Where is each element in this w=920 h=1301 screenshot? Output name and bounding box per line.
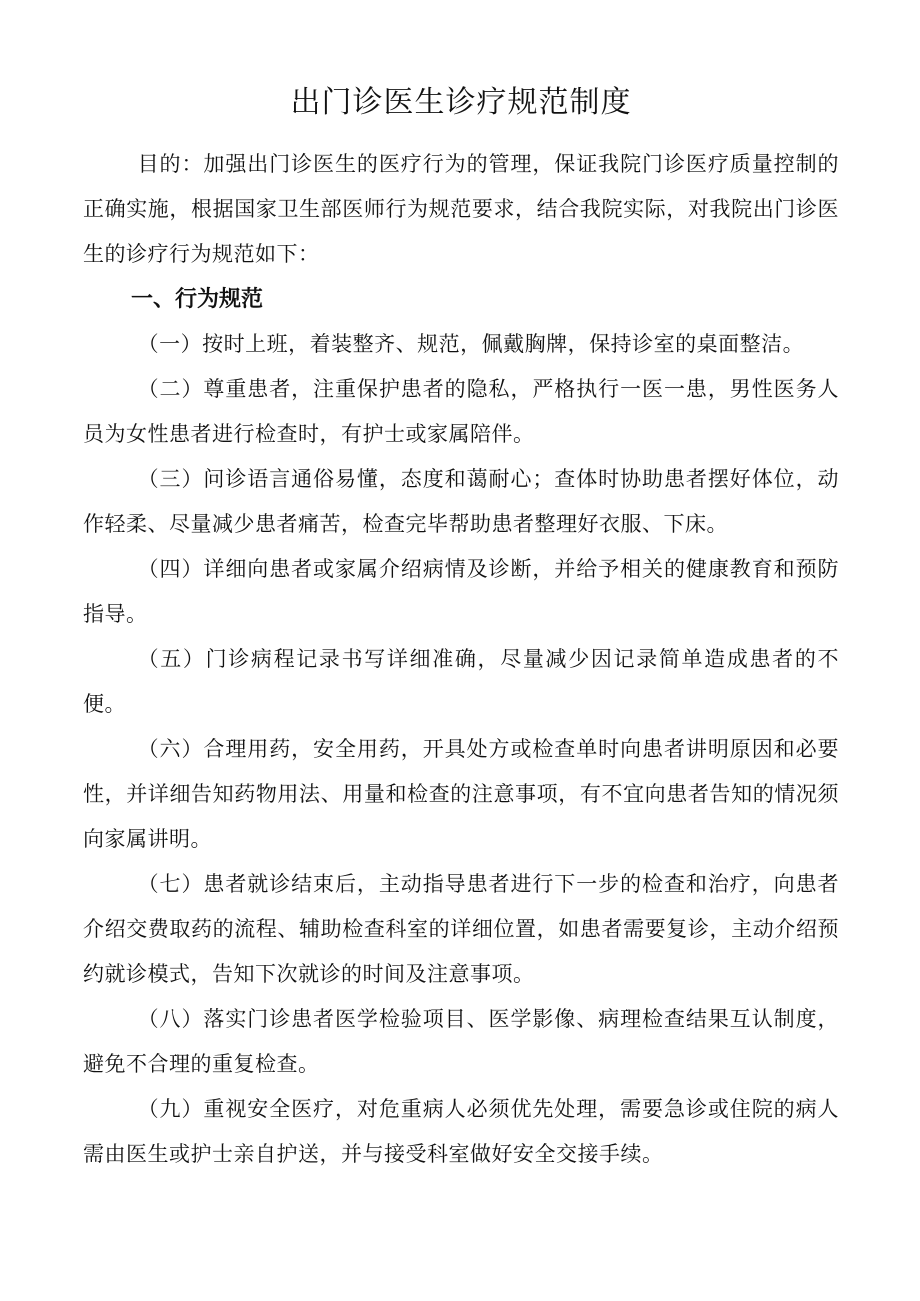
rule-item-9: （九）重视安全医疗，对危重病人必须优先处理，需要急诊或住院的病人需由医生或护士亲自护送，并与接受科室做好安全交接手续。 <box>83 1097 839 1166</box>
rule-item-3: （三）问诊语言通俗易懂，态度和蔼耐心；查体时协助患者摆好体位，动作轻柔、尽量减少患者痛苦，检查完毕帮助患者整理好衣服、下床。 <box>83 467 839 536</box>
rule-item-7: （七）患者就诊结束后，主动指导患者进行下一步的检查和治疗，向患者介绍交费取药的流程、辅助检查科室的详细位置，如患者需要复诊，主动介绍预约就诊模式，告知下次就诊的时间及注意事项。 <box>83 872 839 986</box>
section-heading-conduct: 一、行为规范 <box>131 287 264 312</box>
rule-item-2: （二）尊重患者，注重保护患者的隐私，严格执行一医一患，男性医务人员为女性患者进行检查时，有护士或家属陪伴。 <box>83 377 839 446</box>
document-title: 出门诊医生诊疗规范制度 <box>290 85 632 120</box>
rule-item-1: （一）按时上班，着装整齐、规范，佩戴胸牌，保持诊室的桌面整洁。 <box>137 332 805 356</box>
rule-item-8: （八）落实门诊患者医学检验项目、医学影像、病理检查结果互认制度，避免不合理的重复检查。 <box>83 1007 839 1076</box>
rule-item-6: （六）合理用药，安全用药，开具处方或检查单时向患者讲明原因和必要性，并详细告知药物用法、用量和检查的注意事项，有不宜向患者告知的情况须向家属讲明。 <box>83 737 839 851</box>
conduct-rules-list <box>83 322 839 1177</box>
rule-item-5: （五）门诊病程记录书写详细准确，尽量减少因记录简单造成患者的不便。 <box>83 647 839 716</box>
purpose-paragraph: 目的：加强出门诊医生的医疗行为的管理，保证我院门诊医疗质量控制的正确实施，根据国家卫生部医师行为规范要求，结合我院实际，对我院出门诊医生的诊疗行为规范如下： <box>83 152 839 266</box>
rule-item-4: （四）详细向患者或家属介绍病情及诊断，并给予相关的健康教育和预防指导。 <box>83 557 839 626</box>
document-page <box>83 78 839 1177</box>
